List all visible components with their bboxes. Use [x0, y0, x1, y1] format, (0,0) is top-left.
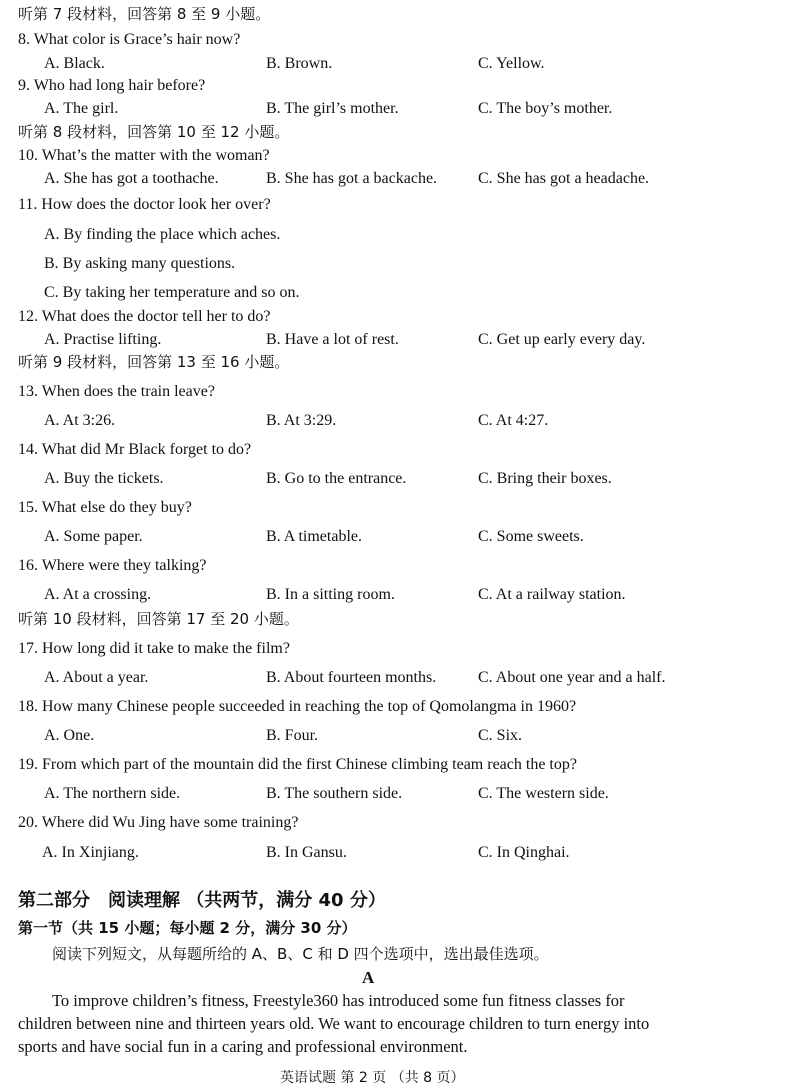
q20-option-b: B. In Gansu. — [266, 844, 347, 861]
q19-option-b: B. The southern side. — [266, 785, 403, 802]
question-18: 18. How many Chinese people succeeded in reaching the top of Qomolangma in 1960? — [18, 698, 577, 715]
q11-option-a: A. By finding the place which aches. — [44, 226, 281, 243]
question-11: 11. How does the doctor look her over? — [18, 196, 271, 213]
q13-option-c: C. At 4:27. — [478, 412, 549, 429]
q20-option-c: C. In Qinghai. — [478, 844, 570, 861]
q14-option-c: C. Bring their boxes. — [478, 470, 612, 487]
question-13: 13. When does the train leave? — [18, 383, 215, 400]
question-12: 12. What does the doctor tell her to do? — [18, 308, 271, 325]
q15-option-c: C. Some sweets. — [478, 528, 584, 545]
section-heading-7: 听第 7 段材料，回答第 8 至 9 小题。 — [18, 5, 271, 23]
q18-option-c: C. Six. — [478, 727, 523, 744]
question-16: 16. Where were they talking? — [18, 557, 207, 574]
q17-option-c: C. About one year and a half. — [478, 669, 666, 686]
q10-option-c: C. She has got a headache. — [478, 170, 650, 187]
q8-option-c: C. Yellow. — [478, 55, 545, 72]
q8-option-a: A. Black. — [44, 55, 105, 72]
question-19: 19. From which part of the mountain did the first Chinese climbing team reach the top? — [18, 756, 577, 773]
section-heading-10: 听第 10 段材料，回答第 17 至 20 小题。 — [18, 610, 299, 628]
q11-option-c: C. By taking her temperature and so on. — [44, 284, 300, 301]
page-footer: 英语试题 第 2 页 （共 8 页） — [280, 1070, 465, 1086]
q10-option-a: A. She has got a toothache. — [44, 170, 219, 187]
q15-option-a: A. Some paper. — [44, 528, 143, 545]
section-heading-8: 听第 8 段材料，回答第 10 至 12 小题。 — [18, 123, 290, 141]
q16-option-c: C. At a railway station. — [478, 586, 626, 603]
q12-option-a: A. Practise lifting. — [44, 331, 162, 348]
q17-option-a: A. About a year. — [44, 669, 149, 686]
passage-line-2: children between nine and thirteen years old. We want to encourage children to turn energy into — [18, 1014, 650, 1033]
question-9: 9. Who had long hair before? — [18, 77, 206, 94]
passage-line-1: To improve children’s fitness, Freestyle360 has introduced some fun fitness classes for — [52, 991, 625, 1010]
passage-line-3: sports and have social fun in a caring and professional environment. — [18, 1037, 468, 1056]
q9-option-a: A. The girl. — [44, 100, 119, 117]
q18-option-b: B. Four. — [266, 727, 319, 744]
q8-option-b: B. Brown. — [266, 55, 333, 72]
section-heading-9: 听第 9 段材料，回答第 13 至 16 小题。 — [18, 353, 290, 371]
q13-option-a: A. At 3:26. — [44, 412, 116, 429]
q16-option-b: B. In a sitting room. — [266, 586, 395, 603]
question-15: 15. What else do they buy? — [18, 499, 192, 516]
q10-option-b: B. She has got a backache. — [266, 170, 438, 187]
q13-option-b: B. At 3:29. — [266, 412, 337, 429]
q20-option-a: A. In Xinjiang. — [42, 844, 139, 861]
question-17: 17. How long did it take to make the film? — [18, 640, 290, 657]
q12-option-c: C. Get up early every day. — [478, 331, 646, 348]
q15-option-b: B. A timetable. — [266, 528, 362, 545]
question-14: 14. What did Mr Black forget to do? — [18, 441, 252, 458]
part2-heading: 第二部分 阅读理解 （共两节，满分 40 分） — [18, 890, 386, 911]
q9-option-c: C. The boy’s mother. — [478, 100, 613, 117]
q19-option-a: A. The northern side. — [44, 785, 181, 802]
question-20: 20. Where did Wu Jing have some training? — [18, 814, 299, 831]
q12-option-b: B. Have a lot of rest. — [266, 331, 399, 348]
q9-option-b: B. The girl’s mother. — [266, 100, 399, 117]
q16-option-a: A. At a crossing. — [44, 586, 152, 603]
question-10: 10. What’s the matter with the woman? — [18, 147, 270, 164]
q11-option-b: B. By asking many questions. — [44, 255, 236, 272]
part2-instruction: 阅读下列短文，从每题所给的 A、B、C 和 D 四个选项中，选出最佳选项。 — [52, 945, 549, 963]
part2-section1-heading: 第一节（共 15 小题；每小题 2 分，满分 30 分） — [18, 919, 357, 937]
q14-option-b: B. Go to the entrance. — [266, 470, 407, 487]
q14-option-a: A. Buy the tickets. — [44, 470, 164, 487]
q18-option-a: A. One. — [44, 727, 95, 744]
question-8: 8. What color is Grace’s hair now? — [18, 31, 241, 48]
q19-option-c: C. The western side. — [478, 785, 609, 802]
q17-option-b: B. About fourteen months. — [266, 669, 437, 686]
passage-label: A — [362, 968, 375, 987]
